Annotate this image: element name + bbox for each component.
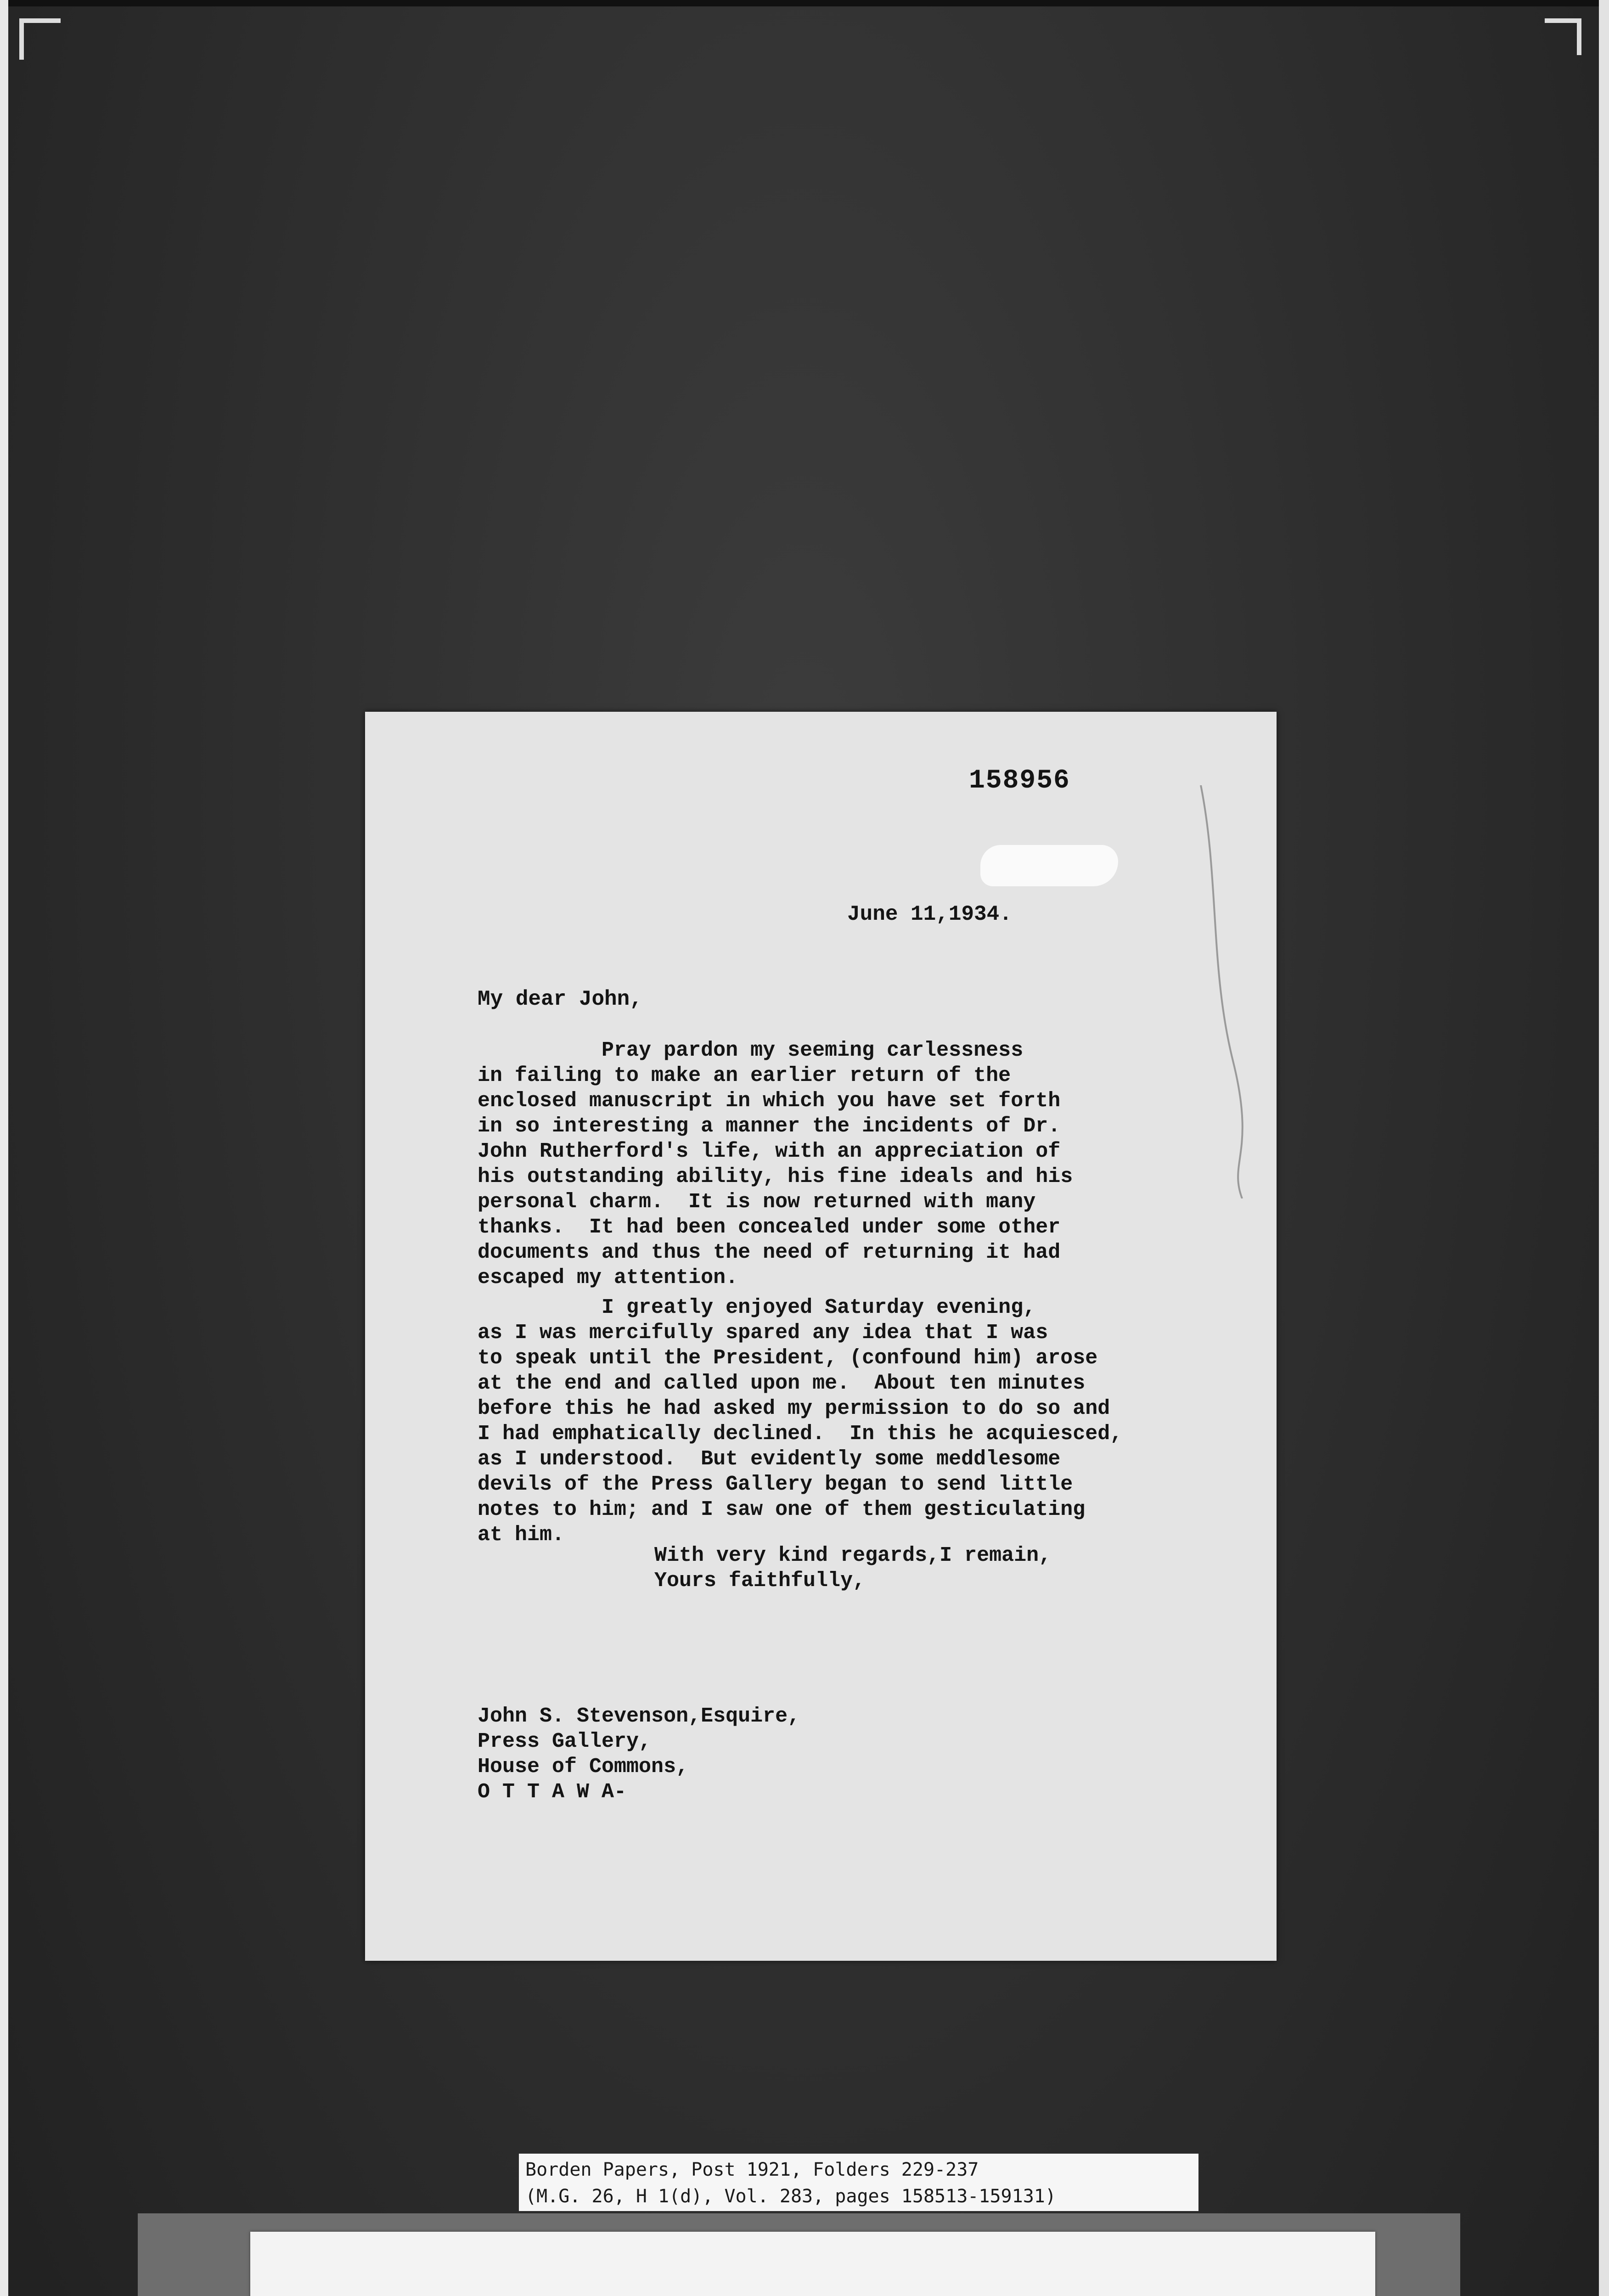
text-line: personal charm. It is now returned with many: [478, 1190, 1036, 1214]
corner-mark-icon: [19, 18, 61, 60]
text-line: John S. Stevenson,Esquire,: [478, 1705, 800, 1728]
text-line: as I understood. But evidently some meddlesome: [478, 1447, 1061, 1471]
recipient-address: [478, 1704, 800, 1805]
archive-label: [250, 2232, 1375, 2296]
text-line: House of Commons,: [478, 1755, 689, 1778]
text-line: enclosed manuscript in which you have set forth: [478, 1089, 1061, 1113]
text-line: before this he had asked my permission to do so and: [478, 1397, 1110, 1420]
text-line: as I was mercifully spared any idea that I was: [478, 1321, 1048, 1345]
document-number: 158956: [969, 766, 1070, 796]
text-line: his outstanding ability, his fine ideals and his: [478, 1165, 1073, 1188]
paragraph-1: [478, 1038, 1267, 1290]
reference-line: Borden Papers, Post 1921, Folders 229-237: [525, 2159, 979, 2180]
text-line: With very kind regards,I remain,: [654, 1544, 1052, 1567]
text-line: I had emphatically declined. In this he acquiesced,: [478, 1422, 1123, 1446]
paragraph-2: [478, 1295, 1267, 1548]
letter-page: [365, 712, 1277, 1961]
text-line: at the end and called upon me. About ten minutes: [478, 1372, 1086, 1395]
film-edge-top: [0, 0, 1609, 6]
text-line: in failing to make an earlier return of the: [478, 1064, 1011, 1087]
text-line: to speak until the President, (confound him) arose: [478, 1346, 1098, 1370]
salutation: My dear John,: [478, 987, 642, 1011]
reference-label: [519, 2154, 1198, 2211]
text-line: O T T A W A-: [478, 1780, 627, 1804]
text-line: in so interesting a manner the incidents of Dr.: [478, 1114, 1061, 1138]
reference-line: (M.G. 26, H 1(d), Vol. 283, pages 158513-159131): [525, 2186, 1056, 2207]
film-edge-right: [1599, 0, 1609, 2296]
erased-mark: [980, 845, 1118, 886]
letter-date: June 11,1934.: [847, 902, 1012, 926]
text-line: documents and thus the need of returning it had: [478, 1241, 1061, 1264]
text-line: Pray pardon my seeming carlessness: [478, 1039, 1024, 1062]
text-line: escaped my attention.: [478, 1266, 738, 1289]
corner-mark-icon: [1545, 18, 1581, 55]
text-line: Yours faithfully,: [654, 1569, 866, 1593]
text-line: Press Gallery,: [478, 1730, 652, 1753]
text-line: thanks. It had been concealed under some other: [478, 1216, 1061, 1239]
text-line: at him.: [478, 1523, 565, 1547]
text-line: devils of the Press Gallery began to send little: [478, 1473, 1073, 1496]
text-line: John Rutherford's life, with an appreciation of: [478, 1140, 1061, 1163]
film-edge-left: [0, 0, 8, 2296]
text-line: I greatly enjoyed Saturday evening,: [478, 1296, 1036, 1319]
text-line: notes to him; and I saw one of them gesticulating: [478, 1498, 1086, 1521]
closing: [654, 1543, 1051, 1593]
